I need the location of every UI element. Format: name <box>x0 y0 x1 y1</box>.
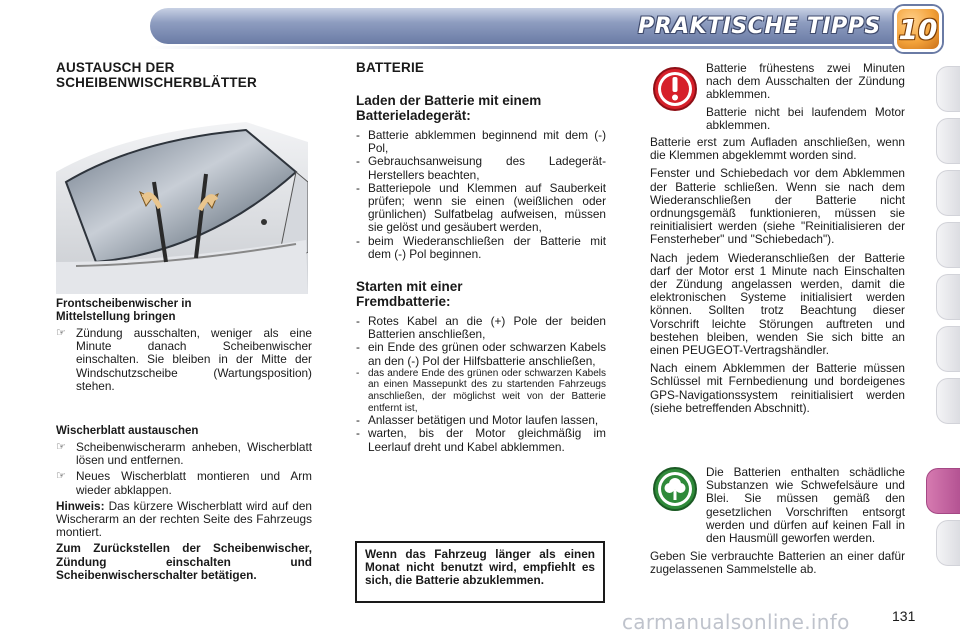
list-item: - Batterie abklemmen beginnend mit dem (-) Pol, <box>356 128 606 156</box>
chapter-number-badge: 10 <box>894 6 942 52</box>
pointing-hand-icon: ☞ <box>56 327 66 339</box>
env-text-2: Geben Sie verbrauchte Batterien an einer dafür zugelassenen Sammelstelle ab. <box>650 549 905 577</box>
hint-label: Hinweis: <box>56 498 105 513</box>
wiper-steps-2 <box>56 441 312 497</box>
watermark: carmanualsonline.info <box>622 610 850 634</box>
list-item: - Rotes Kabel an die (+) Pole der beiden Batterien anschließen, <box>356 314 606 342</box>
list-item: - Batteriepole und Klemmen auf Sauberkeit prüfen; wenn sie einen (weißlichen oder grünlichen) Sulfatbelag aufweisen, müssen sie gelöst und gesäubert werden, <box>356 180 606 235</box>
battery-heading: BATTERIE <box>356 60 425 75</box>
battery-note-2: Fenster und Schiebedach vor dem Abklemmen der Batterie schließen. Wenn sie nach dem Wiederanschließen der Batterie nicht ordnungsgemäß funktionieren, müssen sie reinitialisiert werden (siehe "Reinitialisieren der Fensterheber" und "Schiebedach"). <box>650 166 905 247</box>
jump-start-steps <box>356 315 606 454</box>
wiper-step-text: Zündung ausschalten, weniger als eine Minute danach Scheibenwischer einschalten. Sie bleiben in der Mitte der Windschutzscheibe (Wartungsposition) stehen. <box>76 326 312 393</box>
env-text-1: Die Batterien enthalten schädliche Substanzen wie Schwefelsäure und Blei. Sie müssen gemäß den gesetzlichen Vorschriften entsorgt werden und dürfen auf keinen Fall in den Hausmüll geworfen werden. <box>706 465 905 546</box>
list-item: - warten, bis der Motor gleichmäßig im Leerlauf dreht und Kabel abklemmen. <box>356 426 606 454</box>
wiper-sub1-line1: Frontscheibenwischer in <box>56 298 192 310</box>
windscreen-wiper-illustration <box>56 112 308 294</box>
page-number: 131 <box>892 608 916 624</box>
pointing-hand-icon: ☞ <box>56 470 66 483</box>
jump-step-text: ein Ende des grünen oder schwarzen Kabels an den (-) Pol der Hilfsbatterie anschließen, <box>368 340 606 368</box>
chapter-title: PRAKTISCHE TIPPS <box>638 14 881 39</box>
battery-notes-column <box>650 60 905 415</box>
list-item: - ein Ende des grünen oder schwarzen Kabels an den (-) Pol der Hilfsbatterie anschließen, <box>356 340 606 368</box>
wiper-column <box>56 60 312 90</box>
wiper-steps-1 <box>56 327 312 393</box>
side-tab-7[interactable] <box>936 378 960 424</box>
list-item: - Anlasser betätigen und Motor laufen lassen, <box>356 413 599 428</box>
wiper-hint <box>56 500 312 540</box>
charge-steps <box>356 129 606 261</box>
jump-step-text: Rotes Kabel an die (+) Pole der beiden Batterien anschließen, <box>368 314 606 342</box>
list-item: - das andere Ende des grünen oder schwarzen Kabels an einen Massepunkt des zu startenden Fahrzeugs anschließen, der möglichst weit von der Batterie entfernt ist, <box>356 367 606 414</box>
storage-note-text: Wenn das Fahrzeug länger als einen Monat nicht benutzt wird, empfiehlt es sich, die Batterie abzuklemmen. <box>365 547 595 587</box>
jump-heading-line1: Starten mit einer <box>356 279 463 295</box>
page-header <box>0 0 960 58</box>
battery-note-4: Nach einem Abklemmen der Batterie müssen Schlüssel mit Fernbedienung und bordeigenes GPS-Navigationssystem reinitialisiert werden (siehe betreffenden Abschnitt). <box>650 361 905 415</box>
pointing-hand-icon: ☞ <box>56 441 66 454</box>
wiper-step-text: Neues Wischerblatt montieren und Arm wieder abklappen. <box>76 469 312 497</box>
car-windscreen-icon <box>56 112 308 294</box>
charge-heading-line2: Batterieladegerät: <box>356 108 471 123</box>
header-band-line <box>150 46 930 49</box>
hint-text: Das kürzere Wischerblatt wird auf den Wischerarm an der rechten Seite des Fahrzeugs montiert. <box>56 498 312 540</box>
wiper-step-text: Scheibenwischerarm anheben, Wischerblatt lösen und entfernen. <box>76 440 312 468</box>
list-item: - beim Wiederanschließen der Batterie mit dem (-) Pol beginnen. <box>356 233 606 261</box>
wiper-reset-text: Zum Zurückstellen der Scheibenwischer, Zündung einschalten und Scheibenwischerschalter betätigen. <box>56 541 312 582</box>
battery-note-3: Nach jedem Wiederanschließen der Batterie darf der Motor erst 1 Minute nach Einschalten der Zündung angelassen werden, damit die elektronischen Systeme initialisiert werden können. Sollten trotz Beachtung dieser Vorschrift leichte Störungen auftreten und bestehen bleiben, wenden Sie sich bitte an einen PEUGEOT-Vertragshändler. <box>650 250 905 358</box>
environment-notes <box>650 466 905 577</box>
charge-step-text: Batteriepole und Klemmen auf Sauberkeit prüfen; wenn sie einen (weißlichen oder grünlichen) Sulfatbelag aufweisen, müssen sie gelöst und gesäubert werden, <box>368 180 606 235</box>
jump-heading-line2: Fremdbatterie: <box>356 294 451 310</box>
battery-note-1: Batterie erst zum Aufladen anschließen, wenn die Klemmen abgeklemmt worden sind. <box>650 135 905 163</box>
charge-heading-line1: Laden der Batterie mit einem <box>356 93 542 108</box>
list-item: - Gebrauchsanweisung des Ladegerät-Herstellers beachten, <box>356 154 606 182</box>
warn-text-2: Batterie nicht bei laufendem Motor abklemmen. <box>706 104 905 132</box>
side-tab-6[interactable] <box>936 326 960 372</box>
charge-step-text: Batterie abklemmen beginnend mit dem (-) Pol, <box>368 128 606 156</box>
wiper-instructions <box>56 298 312 582</box>
battery-column <box>356 60 606 454</box>
storage-note-box <box>355 541 605 603</box>
list-item <box>56 441 312 467</box>
list-item <box>56 470 312 496</box>
jump-step-text: Anlasser betätigen und Motor laufen lassen, <box>368 413 599 428</box>
side-tab-active[interactable] <box>926 468 960 514</box>
wiper-heading-line1: AUSTAUSCH DER <box>56 60 175 75</box>
jump-step-text: das andere Ende des grünen oder schwarzen Kabels an einen Massepunkt des zu startenden Fahrzeugs anschließen, der möglichst weit von der Batterie entfernt ist, <box>368 367 606 414</box>
side-tab-1[interactable] <box>936 66 960 112</box>
charge-step-text: Gebrauchsanweisung des Ladegerät-Herstellers beachten, <box>368 154 606 182</box>
jump-step-text: warten, bis der Motor gleichmäßig im Leerlauf dreht und Kabel abklemmen. <box>368 426 606 454</box>
chapter-side-tabs <box>930 66 960 626</box>
side-tab-2[interactable] <box>936 118 960 164</box>
charge-step-text: beim Wiederanschließen der Batterie mit dem (-) Pol beginnen. <box>368 233 606 261</box>
side-tab-9[interactable] <box>936 520 960 566</box>
side-tab-3[interactable] <box>936 170 960 216</box>
side-tab-4[interactable] <box>936 222 960 268</box>
side-tab-5[interactable] <box>936 274 960 320</box>
list-item <box>56 327 312 393</box>
wiper-heading-line2: SCHEIBENWISCHERBLÄTTER <box>56 75 257 90</box>
warn-text-1: Batterie frühestens zwei Minuten nach dem Ausschalten der Zündung abklemmen. <box>706 61 905 102</box>
wiper-sub2: Wischerblatt austauschen <box>56 425 199 438</box>
wiper-sub1-line2: Mittelstellung bringen <box>56 311 176 323</box>
